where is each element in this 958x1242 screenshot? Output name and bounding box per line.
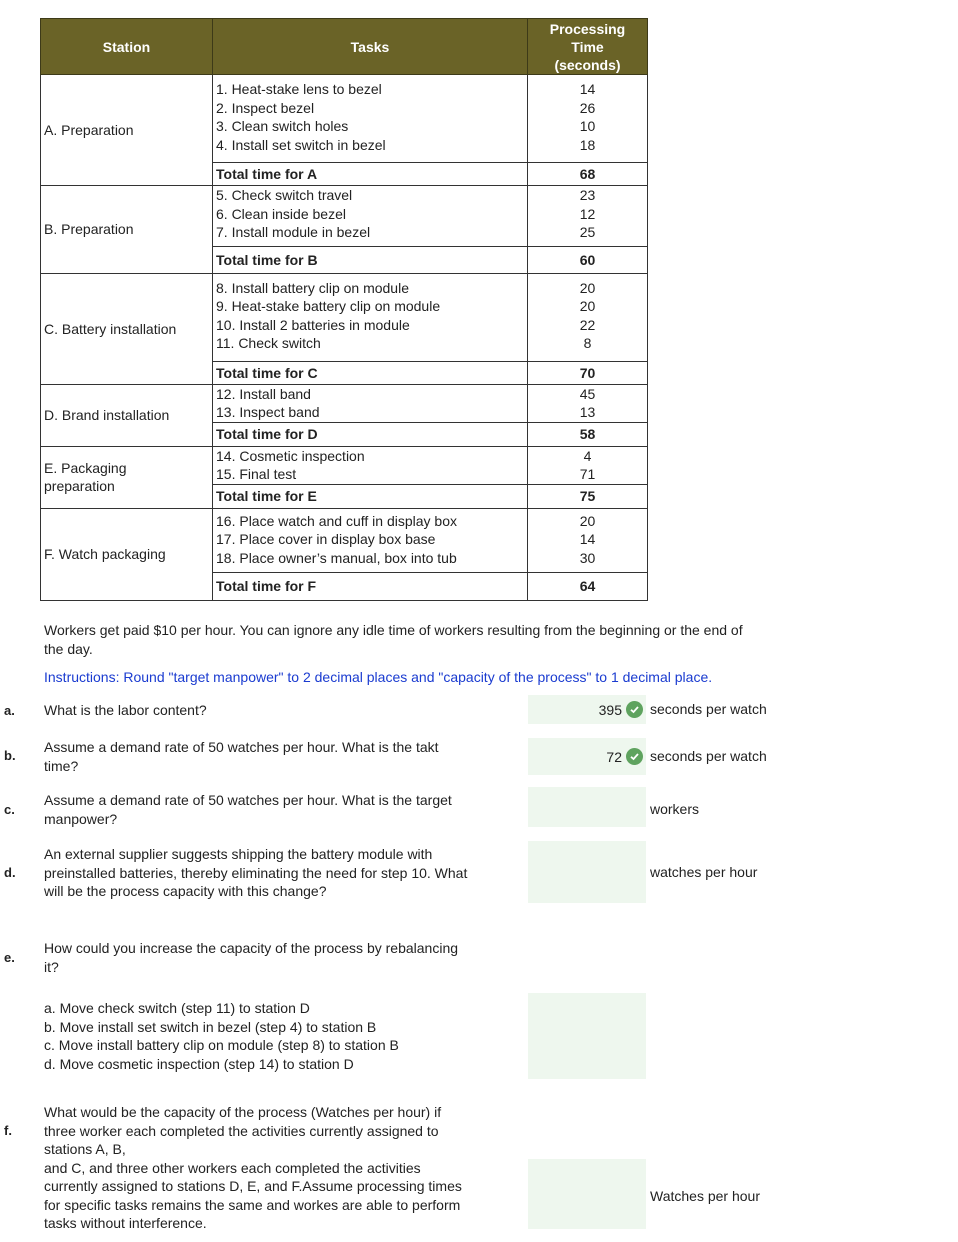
answer-f-unit: Watches per hour (650, 1188, 760, 1204)
header-station: Station (41, 19, 213, 75)
table-header-row (41, 19, 648, 75)
table-row (41, 508, 648, 600)
question-c-line2: manpower? (44, 810, 118, 827)
total-label: Total time for B (213, 246, 527, 273)
task-item: 12. Install band (216, 385, 311, 402)
question-c-text (44, 791, 452, 828)
option-item: c. Move install battery clip on module (step 8) to station B (44, 1037, 399, 1053)
intro-line1: Workers get paid $10 per hour. You can ignore any idle time of workers resulting from the beginning or the end of (44, 622, 743, 638)
time-list (528, 75, 648, 186)
task-item: 3. Clean switch holes (216, 118, 349, 134)
header-tasks: Tasks (213, 19, 528, 75)
total-time: 68 (528, 162, 647, 185)
task-item: 8. Install battery clip on module (216, 279, 409, 296)
answer-e-input[interactable] (528, 993, 646, 1079)
task-item: 11. Check switch (216, 335, 321, 351)
time-list (528, 273, 648, 384)
task-list (213, 384, 528, 446)
question-f-line5: currently assigned to stations D, E, and F.Assume processing times (44, 1178, 462, 1194)
answer-a-value: 395 (598, 701, 622, 718)
task-item: 10. Install 2 batteries in module (216, 316, 410, 333)
task-time: 71 (579, 466, 596, 482)
answer-a-field[interactable] (528, 695, 646, 724)
task-item: 7. Install module in bezel (216, 224, 371, 240)
answer-c-unit: workers (650, 801, 700, 817)
question-letter-d: d. (4, 865, 16, 880)
table-row (41, 446, 648, 508)
question-e-line1: How could you increase the capacity of the process by rebalancing (44, 940, 459, 956)
task-list (213, 446, 528, 508)
station-name-line1: E. Packaging (44, 460, 127, 476)
task-time: 12 (579, 205, 596, 222)
question-b-line1: Assume a demand rate of 50 watches per hour. What is the takt (44, 739, 439, 755)
total-time: 58 (528, 422, 647, 446)
header-time-line2: Time (571, 38, 604, 55)
task-time: 45 (579, 385, 596, 402)
total-time: 75 (528, 484, 647, 508)
task-list (213, 186, 528, 274)
header-processing-time (528, 19, 648, 75)
task-time: 14 (579, 81, 596, 97)
task-item: 5. Check switch travel (216, 187, 353, 203)
task-time: 18 (579, 136, 596, 153)
total-label: Total time for D (213, 422, 527, 446)
station-name: A. Preparation (41, 75, 213, 186)
header-time-line1: Processing (549, 20, 626, 37)
question-e-options (44, 999, 399, 1073)
task-item: 13. Inspect band (216, 404, 320, 420)
question-a-text: What is the labor content? (44, 702, 207, 718)
task-item: 15. Final test (216, 466, 297, 482)
task-item: 9. Heat-stake battery clip on module (216, 298, 441, 314)
station-name (41, 446, 213, 508)
table-row (41, 384, 648, 446)
task-item: 2. Inspect bezel (216, 99, 315, 116)
question-d-text (44, 845, 467, 901)
task-time: 25 (579, 224, 596, 240)
check-icon (626, 748, 643, 765)
question-letter-e: e. (4, 950, 15, 965)
task-list (213, 75, 528, 186)
instructions-text: Instructions: Round "target manpower" to 2 decimal places and "capacity of the process" to 1 decimal place. (44, 669, 713, 685)
total-time: 64 (528, 572, 647, 599)
task-time: 4 (583, 447, 592, 464)
question-f-line6: for specific tasks remains the same and workes are able to perform (44, 1196, 461, 1213)
task-time: 26 (579, 99, 596, 116)
header-time-line3: (seconds) (554, 56, 621, 73)
question-f-line3: stations A, B, (44, 1141, 126, 1157)
task-item: 17. Place cover in display box base (216, 531, 436, 548)
task-list (213, 273, 528, 384)
answer-a-unit: seconds per watch (650, 701, 767, 717)
question-f-line4: and C, and three other workers each completed the activities (44, 1159, 421, 1176)
intro-line2: the day. (44, 640, 93, 657)
question-b-line2: time? (44, 757, 79, 774)
time-list (528, 446, 648, 508)
page-bottom-edge (0, 1233, 958, 1242)
station-name-line2: preparation (44, 478, 115, 494)
time-list (528, 508, 648, 600)
task-time: 10 (579, 118, 596, 134)
total-label: Total time for C (213, 361, 527, 384)
option-item: b. Move install set switch in bezel (step 4) to station B (44, 1018, 377, 1035)
station-task-table (40, 18, 648, 601)
table-row (41, 186, 648, 274)
answer-d-input[interactable] (528, 841, 646, 903)
option-item: a. Move check switch (step 11) to station D (44, 1000, 310, 1016)
question-letter-a: a. (4, 703, 15, 718)
question-d-line3: will be the process capacity with this change? (44, 883, 327, 899)
question-d-line2: preinstalled batteries, thereby eliminating the need for step 10. What (44, 864, 468, 881)
task-time: 13 (579, 404, 596, 420)
task-item: 18. Place owner’s manual, box into tub (216, 549, 457, 566)
question-e-line2: it? (44, 958, 59, 975)
question-d-line1: An external supplier suggests shipping the battery module with (44, 846, 433, 862)
station-name: D. Brand installation (41, 384, 213, 446)
total-time: 60 (528, 246, 647, 273)
intro-paragraph (44, 621, 743, 658)
table-row (41, 75, 648, 186)
answer-c-input[interactable] (528, 787, 646, 827)
task-item: 1. Heat-stake lens to bezel (216, 81, 382, 97)
answer-b-field[interactable] (528, 738, 646, 775)
question-letter-f: f. (4, 1123, 12, 1138)
station-name: B. Preparation (41, 186, 213, 274)
task-time: 20 (579, 298, 596, 314)
question-c-line1: Assume a demand rate of 50 watches per hour. What is the target (44, 792, 452, 808)
question-b-text (44, 738, 439, 775)
task-time: 20 (579, 279, 596, 296)
question-f-line2: three worker each completed the activities currently assigned to (44, 1122, 439, 1139)
question-f-line1: What would be the capacity of the process (Watches per hour) if (44, 1104, 442, 1120)
total-label: Total time for E (213, 484, 527, 508)
question-letter-b: b. (4, 748, 16, 763)
answer-f-input[interactable] (528, 1159, 646, 1229)
total-label: Total time for F (213, 572, 527, 599)
task-time: 30 (579, 549, 596, 566)
time-list (528, 186, 648, 274)
table-row (41, 273, 648, 384)
task-time: 22 (579, 316, 596, 333)
task-time: 23 (579, 187, 596, 203)
task-list (213, 508, 528, 600)
time-list (528, 384, 648, 446)
task-item: 16. Place watch and cuff in display box (216, 512, 458, 529)
total-time: 70 (528, 361, 647, 384)
task-item: 14. Cosmetic inspection (216, 447, 365, 464)
task-time: 8 (583, 335, 592, 351)
option-item: d. Move cosmetic inspection (step 14) to station D (44, 1055, 354, 1072)
total-label: Total time for A (213, 162, 527, 185)
question-letter-c: c. (4, 802, 15, 817)
answer-b-unit: seconds per watch (650, 748, 767, 764)
task-item: 4. Install set switch in bezel (216, 136, 386, 153)
task-item: 6. Clean inside bezel (216, 205, 346, 222)
question-f-line7: tasks without interference. (44, 1215, 207, 1231)
station-name: F. Watch packaging (41, 508, 213, 600)
answer-d-unit: watches per hour (650, 864, 758, 880)
task-time: 20 (579, 512, 596, 529)
question-e-text (44, 939, 458, 976)
station-name: C. Battery installation (41, 273, 213, 384)
check-icon (626, 701, 643, 718)
answer-b-value: 72 (606, 748, 622, 765)
question-f-text (44, 1103, 462, 1233)
task-time: 14 (579, 531, 596, 548)
